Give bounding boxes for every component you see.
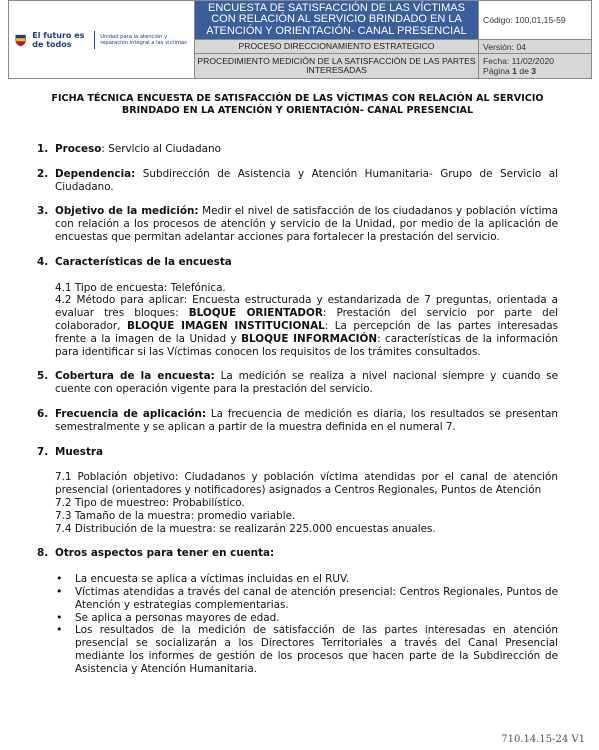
section-text: La medición se realiza a nivel nacional siempre y cuando se cuente con operación vigente para la prestación del servicio.: [55, 370, 558, 396]
document-code: Código: 100,01,15-59: [479, 1, 592, 40]
document-body: [37, 93, 558, 688]
subitem-7-3: 7.3 Tamaño de la muestra: promedio variable.: [55, 509, 296, 522]
document-date: Fecha: 11/02/2020: [483, 56, 555, 66]
section-heading: Cobertura de la encuesta:: [55, 370, 215, 383]
section-heading: Frecuencia de aplicación:: [55, 407, 207, 420]
date-page-cell: [479, 54, 592, 79]
section-heading: Otros aspectos para tener en cuenta:: [55, 547, 275, 560]
section-cobertura: [37, 370, 558, 396]
section-number: 2.: [37, 167, 49, 180]
section-dependencia: [37, 168, 558, 194]
list-item: • Los resultados de la medición de satisfacción de las partes interesadas en atención presencial se socializarán a los Directores Territoriales a través del Canal Presencial mediante los informes de gestión de los procesos que hacen parte de la Subdirección de Asistencia y Atención Humanitaria.: [55, 624, 558, 675]
subitem-7-1: 7.1 Población objetivo: Ciudadanos y población víctima atendidas por el canal de atención presencial (orientadores y notificadores) asignados a Centros Regionales, Puntos de Atención: [55, 471, 558, 497]
subitem-7-2: 7.2 Tipo de muestreo: Probabilístico.: [55, 496, 245, 509]
section-caracteristicas: [37, 256, 558, 359]
list-item: • Víctimas atendidas a través del canal de atención presencial: Centros Regionales, Puntos de Atención y estrategias complementarias.: [55, 586, 558, 612]
section-number: 4.: [37, 255, 49, 268]
section-text: Subdirección de Asistencia y Atención Humanitaria- Grupo de Servicio al Ciudadano.: [55, 167, 558, 193]
section-number: 3.: [37, 205, 49, 218]
section-objetivo: [37, 205, 558, 243]
section-frecuencia: [37, 408, 558, 434]
section-subitems: [55, 282, 558, 359]
coat-of-arms-icon: [14, 29, 27, 51]
section-number: 5.: [37, 370, 49, 383]
section-text: : Servicio al Ciudadano: [101, 143, 221, 155]
section-number: 7.: [37, 445, 49, 458]
section-subitems: [55, 471, 558, 535]
section-heading: Dependencia:: [55, 167, 136, 180]
subitem-4-1: 4.1 Tipo de encuesta: Telefónica.: [55, 281, 226, 294]
section-otros-aspectos: [37, 547, 558, 675]
section-number: 6.: [37, 407, 49, 420]
document-title: FICHA TÉCNICA ENCUESTA DE SATISFACCIÓN DE LAS VÍCTIMAS CON RELACIÓN AL SERVICIO BRINDADO EN LA ATENCIÓN Y ORIENTACIÓN- CANAL PRESENCIAL: [51, 93, 544, 116]
list-item: • La encuesta se aplica a víctimas incluidas en el RUV.: [55, 573, 558, 586]
list-item: • Se aplica a personas mayores de edad.: [55, 612, 558, 625]
section-number: 8.: [37, 547, 49, 560]
section-number: 1.: [37, 143, 49, 155]
page-indicator: Página 1 de 3: [483, 66, 537, 76]
section-heading: Objetivo de la medición:: [55, 205, 199, 218]
procedure-name: PROCEDIMIENTO MEDICIÓN DE LA SATISFACCIÓN DE LAS PARTES INTERESADAS: [195, 54, 479, 79]
logo-right-text: Unidad para la atención y reparación integral a las víctimas: [100, 33, 187, 46]
bullet-list: [55, 573, 558, 675]
section-heading: Muestra: [55, 445, 104, 458]
subitem-4-2: 4.2 Método para aplicar: Encuesta estructurada y estandarizada de 7 preguntas, orientada a evaluar tres bloques: BLOQUE ORIENTADOR: Prestación del servicio por parte del colaborador, BLOQUE IMAGEN INSTITUCIONAL: La percepción de las partes interesadas frente a la imagen de la Unidad y BLOQUE INFORMACIÓN: características de la información para identificar si las Víctimas conocen los requisitos de los trámites consultados.: [55, 294, 559, 358]
footer-code: 710.14.15-24 V1: [501, 734, 585, 745]
logo-left-text: El futuro es de todos: [32, 31, 95, 49]
section-heading: Características de la encuesta: [55, 255, 232, 268]
logo-cell: [9, 1, 195, 79]
section-muestra: [37, 446, 558, 536]
document-header: [8, 0, 592, 79]
document-version: Versión: 04: [479, 40, 592, 54]
institution-logo: [9, 29, 194, 51]
section-text: La frecuencia de medición es diaria, los resultados se presentan semestralmente y se aplican a partir de la muestra definida en el numeral 7.: [55, 407, 558, 433]
section-text: Medir el nivel de satisfacción de los ciudadanos y población víctima con relación a los procesos de atención y servicio de la Unidad, por medio de la aplicación de encuestas que permitan adelantar acciones para fortalecer la prestación del servicio.: [55, 205, 558, 243]
subitem-7-4: 7.4 Distribución de la muestra: se realizarán 225.000 encuestas anuales.: [55, 522, 436, 535]
document-title-header: ENCUESTA DE SATISFACCIÓN DE LAS VÍCTIMAS CON RELACIÓN AL SERVICIO BRINDADO EN LA ATENCIÓN Y ORIENTACIÓN- CANAL PRESENCIAL: [195, 1, 479, 40]
section-proceso: [37, 143, 558, 156]
process-name: PROCESO DIRECCIONAMIENTO ESTRATEGICO: [195, 40, 479, 54]
section-heading: Proceso: [55, 143, 102, 155]
